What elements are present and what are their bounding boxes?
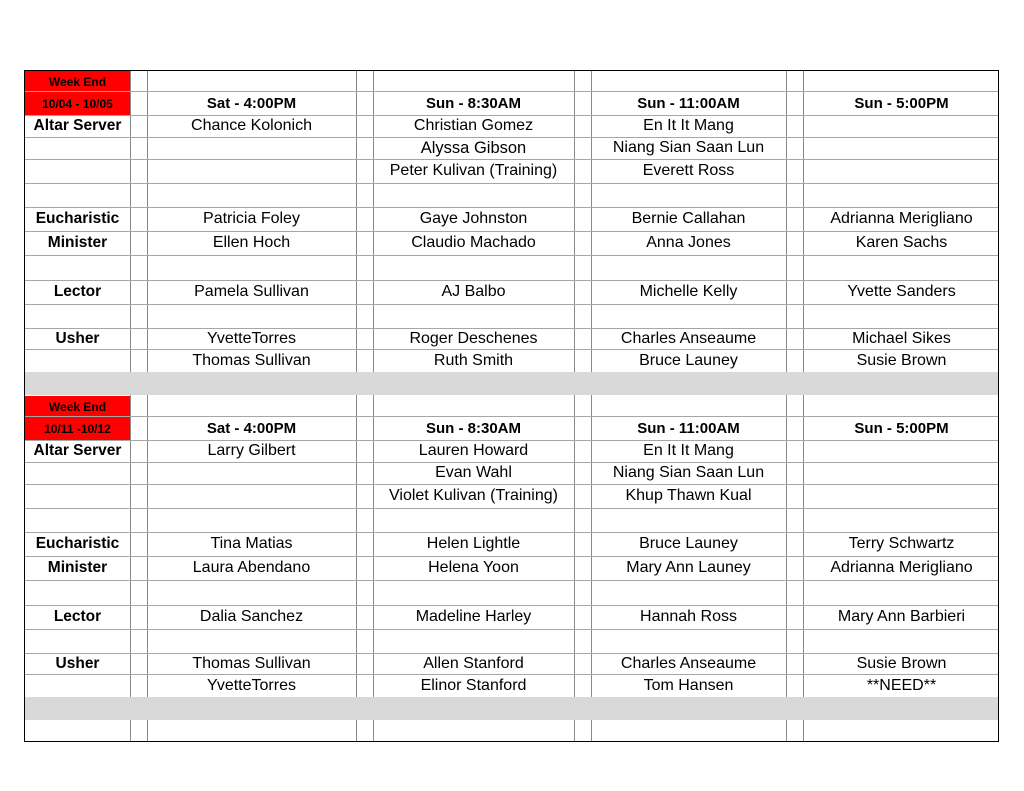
week-dates: 10/04 - 10/05 bbox=[42, 97, 113, 111]
role-label-eucharistic: Eucharistic bbox=[35, 535, 120, 552]
altar-server-name bbox=[803, 137, 1000, 159]
usher-name: Elinor Stanford bbox=[420, 676, 527, 694]
week-dates: 10/11 -10/12 bbox=[44, 422, 111, 436]
usher-name: Charles Anseaume bbox=[620, 654, 757, 672]
grid-row-line bbox=[25, 508, 998, 509]
usher-name: Michael Sikes bbox=[852, 329, 951, 347]
altar-server-name: Niang Sian Saan Lun bbox=[612, 139, 765, 156]
grid-row-line bbox=[25, 629, 998, 630]
service-time-header: Sun - 5:00PM bbox=[854, 95, 949, 112]
week-end-label: Week End bbox=[48, 75, 107, 89]
usher-name: Tom Hansen bbox=[643, 676, 734, 694]
altar-server-name: Khup Thawn Kual bbox=[625, 487, 752, 504]
altar-server-name: Violet Kulivan (Training) bbox=[389, 487, 558, 504]
service-time-header: Sun - 8:30AM bbox=[425, 420, 521, 437]
service-time-header: Sun - 11:00AM bbox=[637, 420, 740, 437]
week-separator-band bbox=[25, 697, 998, 720]
usher-name: Thomas Sullivan bbox=[192, 351, 311, 369]
altar-server-name bbox=[147, 462, 356, 484]
altar-server-name: Larry Gilbert bbox=[207, 442, 296, 459]
usher-name: Ruth Smith bbox=[433, 351, 514, 369]
altar-server-name bbox=[147, 137, 356, 159]
role-label-usher: Usher bbox=[55, 654, 100, 672]
lector-name: AJ Balbo bbox=[441, 283, 506, 300]
grid-column-line bbox=[356, 71, 357, 741]
service-time-header: Sat - 4:00PM bbox=[206, 95, 297, 112]
eucharistic-minister-name: Anna Jones bbox=[646, 234, 731, 251]
altar-server-name bbox=[803, 159, 1000, 183]
altar-server-name: Christian Gomez bbox=[413, 117, 534, 134]
altar-server-name: En It It Mang bbox=[643, 117, 734, 134]
altar-server-name: Alyssa Gibson bbox=[420, 138, 527, 157]
lector-name: Pamela Sullivan bbox=[194, 283, 309, 300]
usher-name: Charles Anseaume bbox=[620, 329, 757, 347]
eucharistic-minister-name: Laura Abendano bbox=[192, 559, 311, 576]
eucharistic-minister-name: Claudio Machado bbox=[411, 234, 536, 251]
lector-name: Yvette Sanders bbox=[847, 283, 956, 300]
eucharistic-minister-name: Bruce Launey bbox=[639, 535, 738, 552]
eucharistic-minister-name: Ellen Hoch bbox=[212, 234, 291, 251]
usher-name: Susie Brown bbox=[856, 654, 947, 672]
week-end-label: Week End bbox=[48, 400, 107, 414]
lector-name: Madeline Harley bbox=[415, 608, 532, 625]
grid-row-line bbox=[25, 255, 998, 256]
role-label-minister: Minister bbox=[47, 559, 108, 576]
altar-server-name bbox=[803, 484, 1000, 508]
altar-server-name bbox=[147, 484, 356, 508]
usher-name: YvetteTorres bbox=[207, 676, 296, 694]
eucharistic-minister-name: Gaye Johnston bbox=[419, 210, 528, 227]
eucharistic-minister-name: Helen Lightle bbox=[426, 535, 521, 552]
altar-server-name: Evan Wahl bbox=[435, 464, 512, 481]
altar-server-name bbox=[803, 462, 1000, 484]
eucharistic-minister-name: Terry Schwartz bbox=[848, 535, 955, 552]
service-time-header: Sun - 5:00PM bbox=[854, 420, 949, 437]
eucharistic-minister-name: Karen Sachs bbox=[855, 234, 948, 251]
altar-server-name bbox=[803, 440, 1000, 462]
service-time-header: Sun - 11:00AM bbox=[637, 95, 740, 112]
altar-server-name: Everett Ross bbox=[642, 162, 735, 179]
schedule-sheet bbox=[24, 70, 999, 742]
eucharistic-minister-name: Patricia Foley bbox=[203, 210, 300, 227]
grid-row-line bbox=[25, 580, 998, 581]
eucharistic-minister-name: Mary Ann Launey bbox=[626, 559, 751, 576]
service-time-header: Sat - 4:00PM bbox=[206, 420, 297, 437]
role-label-altar-server: Altar Server bbox=[33, 442, 122, 459]
lector-name: Hannah Ross bbox=[640, 608, 737, 625]
week-separator-band bbox=[25, 372, 998, 395]
role-label-lector: Lector bbox=[53, 283, 102, 300]
usher-name: **NEED** bbox=[866, 676, 937, 694]
altar-server-name: Niang Sian Saan Lun bbox=[612, 464, 765, 481]
eucharistic-minister-name: Adrianna Merigliano bbox=[830, 559, 973, 576]
grid-column-line bbox=[130, 71, 131, 741]
role-label-eucharistic: Eucharistic bbox=[35, 210, 120, 227]
grid-column-line bbox=[786, 71, 787, 741]
altar-server-name: En It It Mang bbox=[643, 442, 734, 459]
lector-name: Mary Ann Barbieri bbox=[837, 608, 966, 625]
usher-name: Bruce Launey bbox=[639, 351, 738, 369]
eucharistic-minister-name: Tina Matias bbox=[210, 535, 293, 552]
eucharistic-minister-name: Bernie Callahan bbox=[631, 210, 746, 227]
altar-server-name bbox=[147, 159, 356, 183]
altar-server-name: Lauren Howard bbox=[418, 442, 529, 459]
role-label-usher: Usher bbox=[55, 329, 100, 347]
role-label-minister: Minister bbox=[47, 234, 108, 251]
altar-server-name bbox=[803, 115, 1000, 137]
grid-row-line bbox=[25, 183, 998, 184]
lector-name: Michelle Kelly bbox=[639, 283, 738, 300]
role-label-altar-server: Altar Server bbox=[33, 117, 122, 134]
usher-name: YvetteTorres bbox=[207, 329, 296, 347]
lector-name: Dalia Sanchez bbox=[199, 608, 304, 625]
usher-name: Roger Deschenes bbox=[409, 329, 538, 347]
usher-name: Susie Brown bbox=[856, 351, 947, 369]
grid-row-line bbox=[25, 304, 998, 305]
altar-server-name: Chance Kolonich bbox=[191, 117, 312, 134]
grid-column-line bbox=[574, 71, 575, 741]
usher-name: Allen Stanford bbox=[423, 654, 524, 672]
eucharistic-minister-name: Helena Yoon bbox=[428, 559, 519, 576]
usher-name: Thomas Sullivan bbox=[192, 654, 311, 672]
eucharistic-minister-name: Adrianna Merigliano bbox=[830, 210, 973, 227]
service-time-header: Sun - 8:30AM bbox=[425, 95, 521, 112]
role-label-lector: Lector bbox=[53, 608, 102, 625]
altar-server-name: Peter Kulivan (Training) bbox=[389, 162, 558, 179]
